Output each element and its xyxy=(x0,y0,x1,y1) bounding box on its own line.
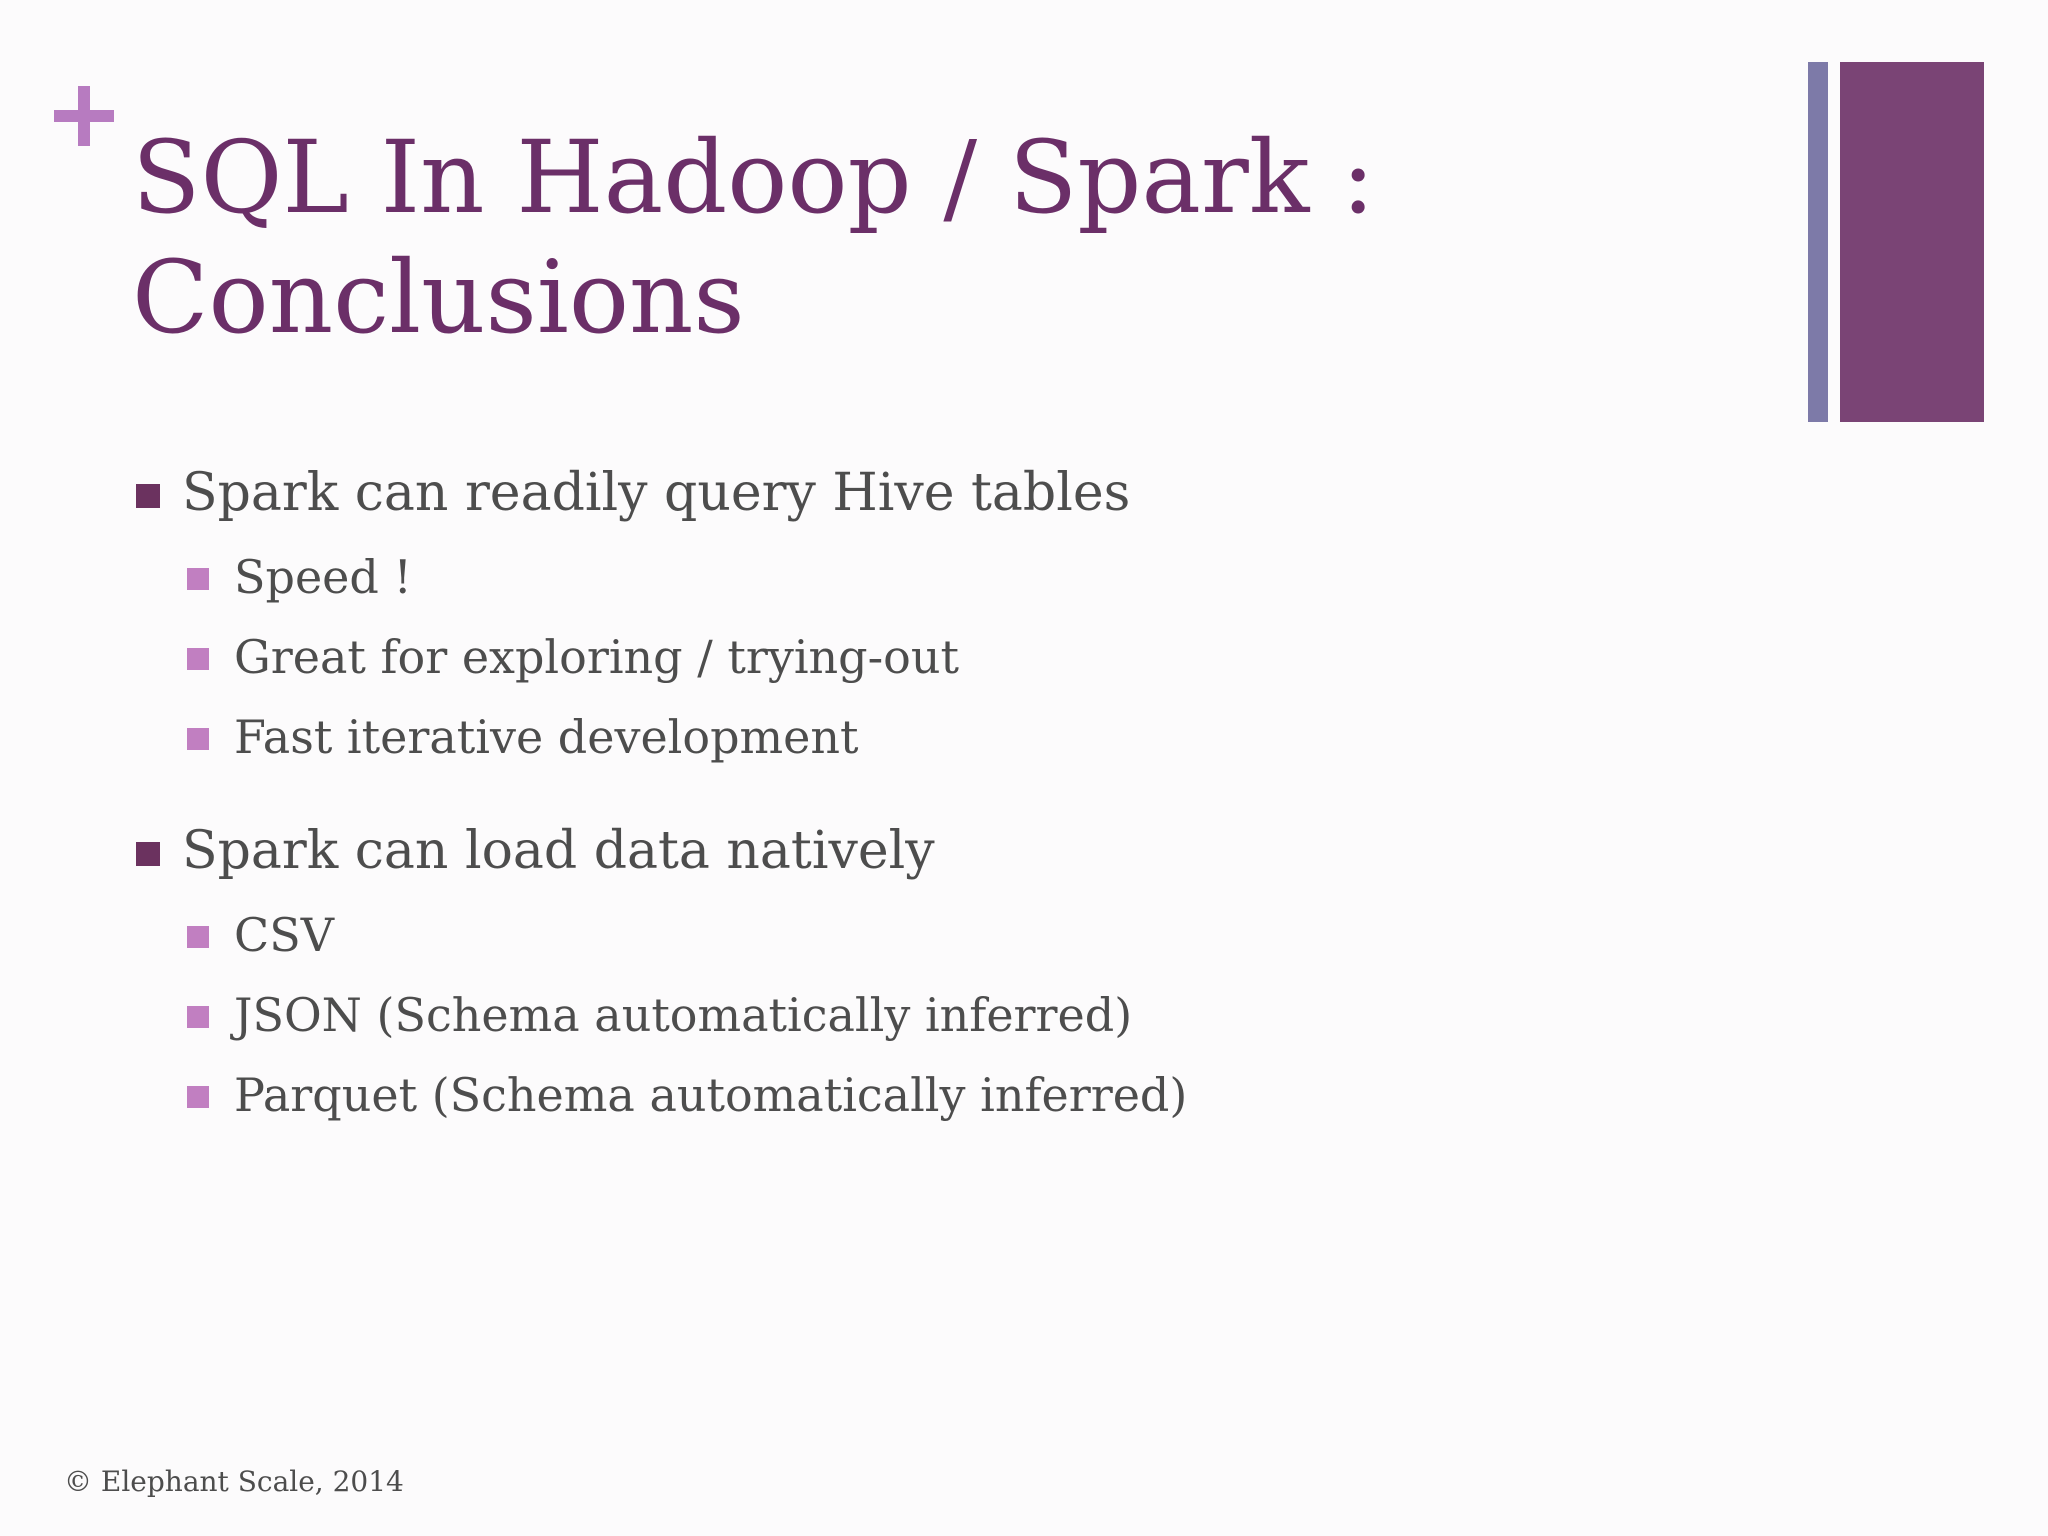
accent-bar-thin xyxy=(1808,62,1828,422)
square-bullet-icon xyxy=(187,1086,209,1108)
sub-bullet-item xyxy=(132,548,1632,606)
copyright-footer: © Elephant Scale, 2014 xyxy=(64,1465,404,1498)
bullet-group-2 xyxy=(132,818,1632,1124)
plus-icon xyxy=(54,86,114,146)
sub-bullet-text: CSV xyxy=(234,908,334,962)
sub-bullet-item xyxy=(132,906,1632,964)
square-bullet-icon xyxy=(187,568,209,590)
square-bullet-icon xyxy=(187,1006,209,1028)
sub-bullet-item xyxy=(132,1066,1632,1124)
sub-bullet-text: JSON (Schema automatically inferred) xyxy=(234,988,1133,1042)
square-bullet-icon xyxy=(187,926,209,948)
square-bullet-icon xyxy=(187,728,209,750)
bullet-item xyxy=(132,818,1632,884)
sub-bullet-item xyxy=(132,708,1632,766)
sub-bullet-text: Speed ! xyxy=(234,550,412,604)
sub-bullet-text: Great for exploring / trying-out xyxy=(234,630,959,684)
title-line-1: SQL In Hadoop / Spark : xyxy=(132,119,1375,236)
square-bullet-icon xyxy=(187,648,209,670)
sub-bullet-item xyxy=(132,628,1632,686)
sub-bullet-text: Fast iterative development xyxy=(234,710,859,764)
sub-bullet-text: Parquet (Schema automatically inferred) xyxy=(234,1068,1188,1122)
bullet-item xyxy=(132,460,1632,526)
square-bullet-icon xyxy=(136,842,160,866)
bullet-text: Spark can readily query Hive tables xyxy=(182,463,1131,523)
bullet-text: Spark can load data natively xyxy=(182,821,935,881)
accent-bar-thick xyxy=(1840,62,1984,422)
sub-bullet-item xyxy=(132,986,1632,1044)
square-bullet-icon xyxy=(136,484,160,508)
slide-title xyxy=(132,118,1632,358)
bullet-group-1 xyxy=(132,460,1632,766)
title-line-2: Conclusions xyxy=(132,239,745,356)
bullet-list xyxy=(132,460,1632,1124)
